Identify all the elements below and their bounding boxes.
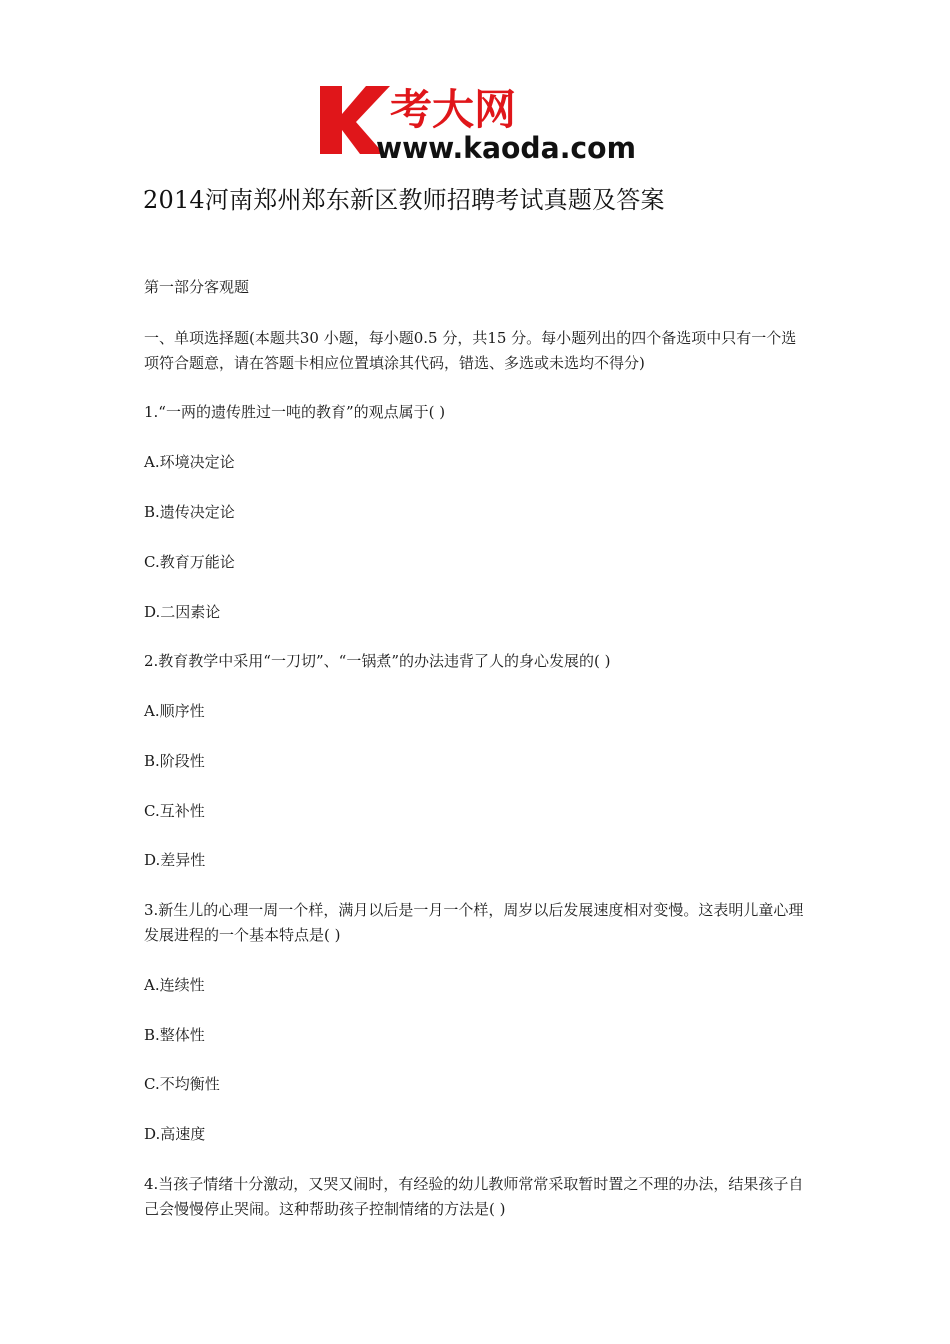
kaoda-logo [318,78,648,162]
section-label: 第一部分客观题 [144,278,250,296]
question-1-stem: 1.“一两的遗传胜过一吨的教育”的观点属于( ) [144,403,446,421]
instructions-paragraph: 一、单项选择题(本题共30 小题，每小题0.5 分，共15 分。每小题列出的四个备选项中只有一个选项符合题意，请在答题卡相应位置填涂其代码，错选、多选或未选均不得分) [144,329,797,372]
document-title: 2014河南郑州郑东新区教师招聘考试真题及答案 [143,186,665,214]
question-2-option-b: B.阶段性 [144,752,205,770]
question-2-stem: 2.教育教学中采用“一刀切”、“一锅煮”的办法违背了人的身心发展的( ) [144,652,611,670]
question-3-option-d: D.高速度 [144,1125,206,1143]
question-2-option-a: A.顺序性 [144,702,205,720]
question-2-option-c: C.互补性 [144,802,205,820]
question-3-stem: 3.新生儿的心理一周一个样，满月以后是一月一个样，周岁以后发展速度相对变慢。这表明儿童心理发展进程的一个基本特点是( ) [144,901,804,944]
question-2-option-d: D.差异性 [144,851,206,869]
question-3-option-a: A.连续性 [144,976,205,994]
question-3-option-b: B.整体性 [144,1026,205,1044]
question-1-option-b: B.遗传决定论 [144,503,235,521]
logo-url-text: www.kaoda.com [376,131,636,162]
question-1-option-d: D.二因素论 [144,603,221,621]
question-1-option-c: C.教育万能论 [144,553,235,571]
question-3-option-c: C.不均衡性 [144,1075,220,1093]
logo-brand-text: 考大网 [390,85,517,134]
kaoda-logo-mark [318,78,648,162]
question-1-option-a: A.环境决定论 [144,453,235,471]
question-4-stem: 4.当孩子情绪十分激动，又哭又闹时，有经验的幼儿教师常常采取暂时置之不理的办法，结果孩子自己会慢慢停止哭闹。这种帮助孩子控制情绪的方法是( ) [144,1175,804,1218]
